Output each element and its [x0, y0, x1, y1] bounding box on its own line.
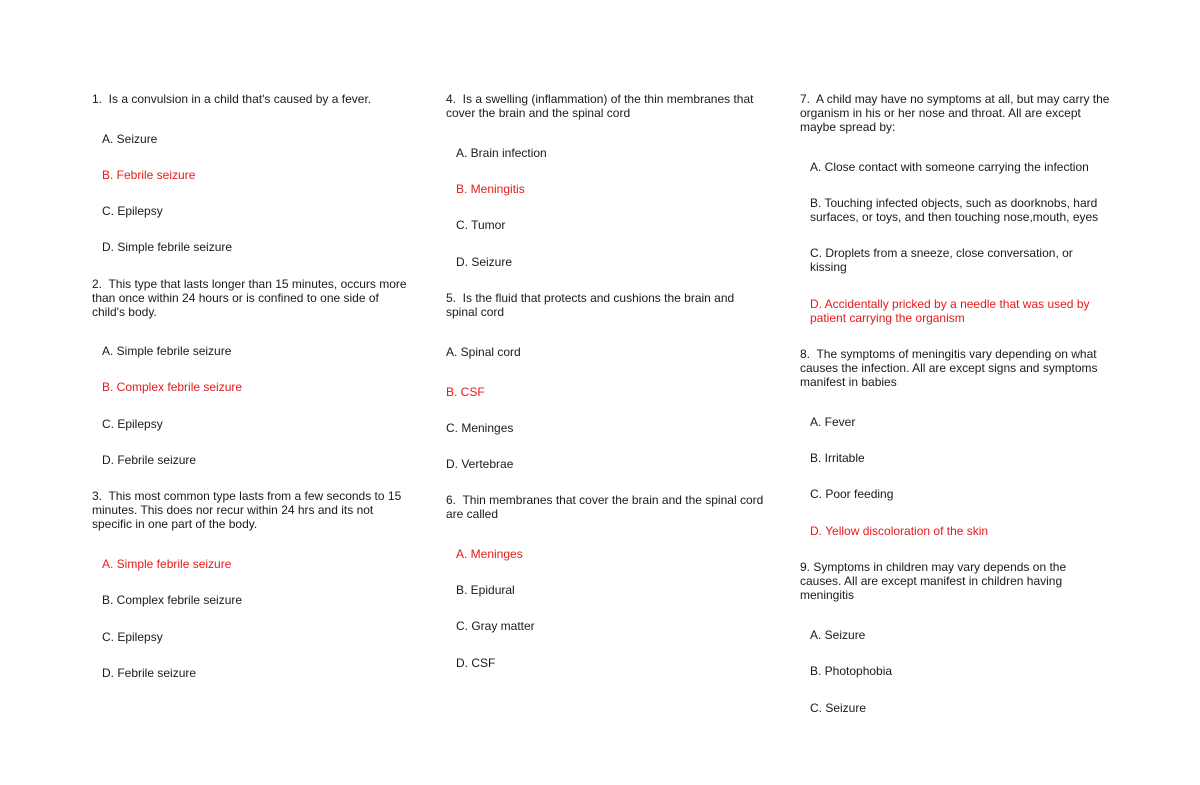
answer-option-correct: D. Accidentally pricked by a needle that was used by patient carrying the organism	[810, 297, 1093, 325]
answer-option: B. Complex febrile seizure	[102, 593, 243, 607]
question-block-2	[92, 277, 412, 467]
question-text: 5. Is the fluid that protects and cushions the brain and spinal cord	[446, 291, 738, 319]
answer-option: A. Brain infection	[456, 146, 547, 160]
answer-option: D. Febrile seizure	[102, 666, 197, 680]
column-3	[800, 92, 1113, 715]
question-text: 8. The symptoms of meningitis vary depending on what causes the infection. All are except signs and symptoms manifest in babies	[800, 347, 1101, 389]
answer-options	[446, 547, 766, 670]
answer-option: D. Simple febrile seizure	[102, 240, 233, 254]
question-text: 9. Symptoms in children may vary depends on the causes. All are except manifest in children having meningitis	[800, 560, 1070, 602]
column-2	[446, 92, 766, 670]
answer-option: C. Tumor	[456, 218, 506, 232]
question-block-4	[446, 92, 766, 269]
answer-option-correct: D. Yellow discoloration of the skin	[810, 524, 989, 538]
question-block-8	[800, 347, 1110, 538]
answer-option: B. Irritable	[810, 451, 865, 465]
question-block-9	[800, 560, 1110, 715]
answer-option: C. Epilepsy	[102, 204, 163, 218]
answer-option: D. Seizure	[456, 255, 513, 269]
question-text: 6. Thin membranes that cover the brain and the spinal cord are called	[446, 493, 767, 521]
answer-option-correct: A. Meninges	[456, 547, 523, 561]
answer-options	[92, 344, 412, 467]
answer-option: C. Meninges	[446, 421, 514, 435]
answer-option: B. Touching infected objects, such as doorknobs, hard surfaces, or toys, and then touching nose,mouth, eyes	[810, 196, 1101, 224]
answer-options	[92, 557, 412, 680]
answer-options	[446, 345, 766, 471]
answer-options	[800, 415, 1110, 538]
question-text: 1. Is a convulsion in a child that's caused by a fever.	[92, 92, 372, 106]
answer-option-correct: B. Meningitis	[456, 182, 525, 196]
question-text: 2. This type that lasts longer than 15 minutes, occurs more than once within 24 hours or is confined to one side of child's body.	[92, 277, 410, 319]
answer-option: A. Fever	[810, 415, 856, 429]
answer-option: C. Epilepsy	[102, 630, 163, 644]
column-1	[92, 92, 412, 680]
answer-option: A. Close contact with someone carrying the infection	[810, 160, 1089, 174]
answer-option-correct: B. CSF	[446, 385, 485, 399]
answer-option: B. Epidural	[456, 583, 515, 597]
question-block-5	[446, 291, 766, 471]
answer-option: C. Poor feeding	[810, 487, 894, 501]
answer-option: A. Spinal cord	[446, 345, 521, 359]
question-block-1	[92, 92, 412, 254]
answer-options	[92, 132, 412, 254]
answer-option: C. Epilepsy	[102, 417, 163, 431]
answer-option: A. Seizure	[810, 628, 866, 642]
answer-option: C. Seizure	[810, 701, 867, 715]
answer-options	[446, 146, 766, 269]
answer-option: C. Droplets from a sneeze, close conversation, or kissing	[810, 246, 1077, 274]
question-block-6	[446, 493, 766, 670]
answer-option: D. Febrile seizure	[102, 453, 197, 467]
question-text: 4. Is a swelling (inflammation) of the thin membranes that cover the brain and the spinal cord	[446, 92, 757, 120]
answer-option: D. CSF	[456, 656, 496, 670]
answer-option: B. Photophobia	[810, 664, 893, 678]
answer-option: A. Seizure	[102, 132, 158, 146]
question-block-7	[800, 92, 1113, 325]
answer-option: A. Simple febrile seizure	[102, 344, 232, 358]
answer-options	[800, 160, 1110, 325]
answer-option-correct: B. Complex febrile seizure	[102, 380, 243, 394]
question-block-3	[92, 489, 412, 680]
answer-option-correct: B. Febrile seizure	[102, 168, 196, 182]
question-text: 7. A child may have no symptoms at all, but may carry the organism in his or her nose and throat. All are except maybe spread by:	[800, 92, 1113, 134]
question-text: 3. This most common type lasts from a few seconds to 15 minutes. This does nor recur within 24 hrs and its not specific in one part of the body.	[92, 489, 405, 531]
answer-options	[800, 628, 1110, 715]
answer-option: D. Vertebrae	[446, 457, 514, 471]
answer-option-correct: A. Simple febrile seizure	[102, 557, 232, 571]
answer-option: C. Gray matter	[456, 619, 535, 633]
